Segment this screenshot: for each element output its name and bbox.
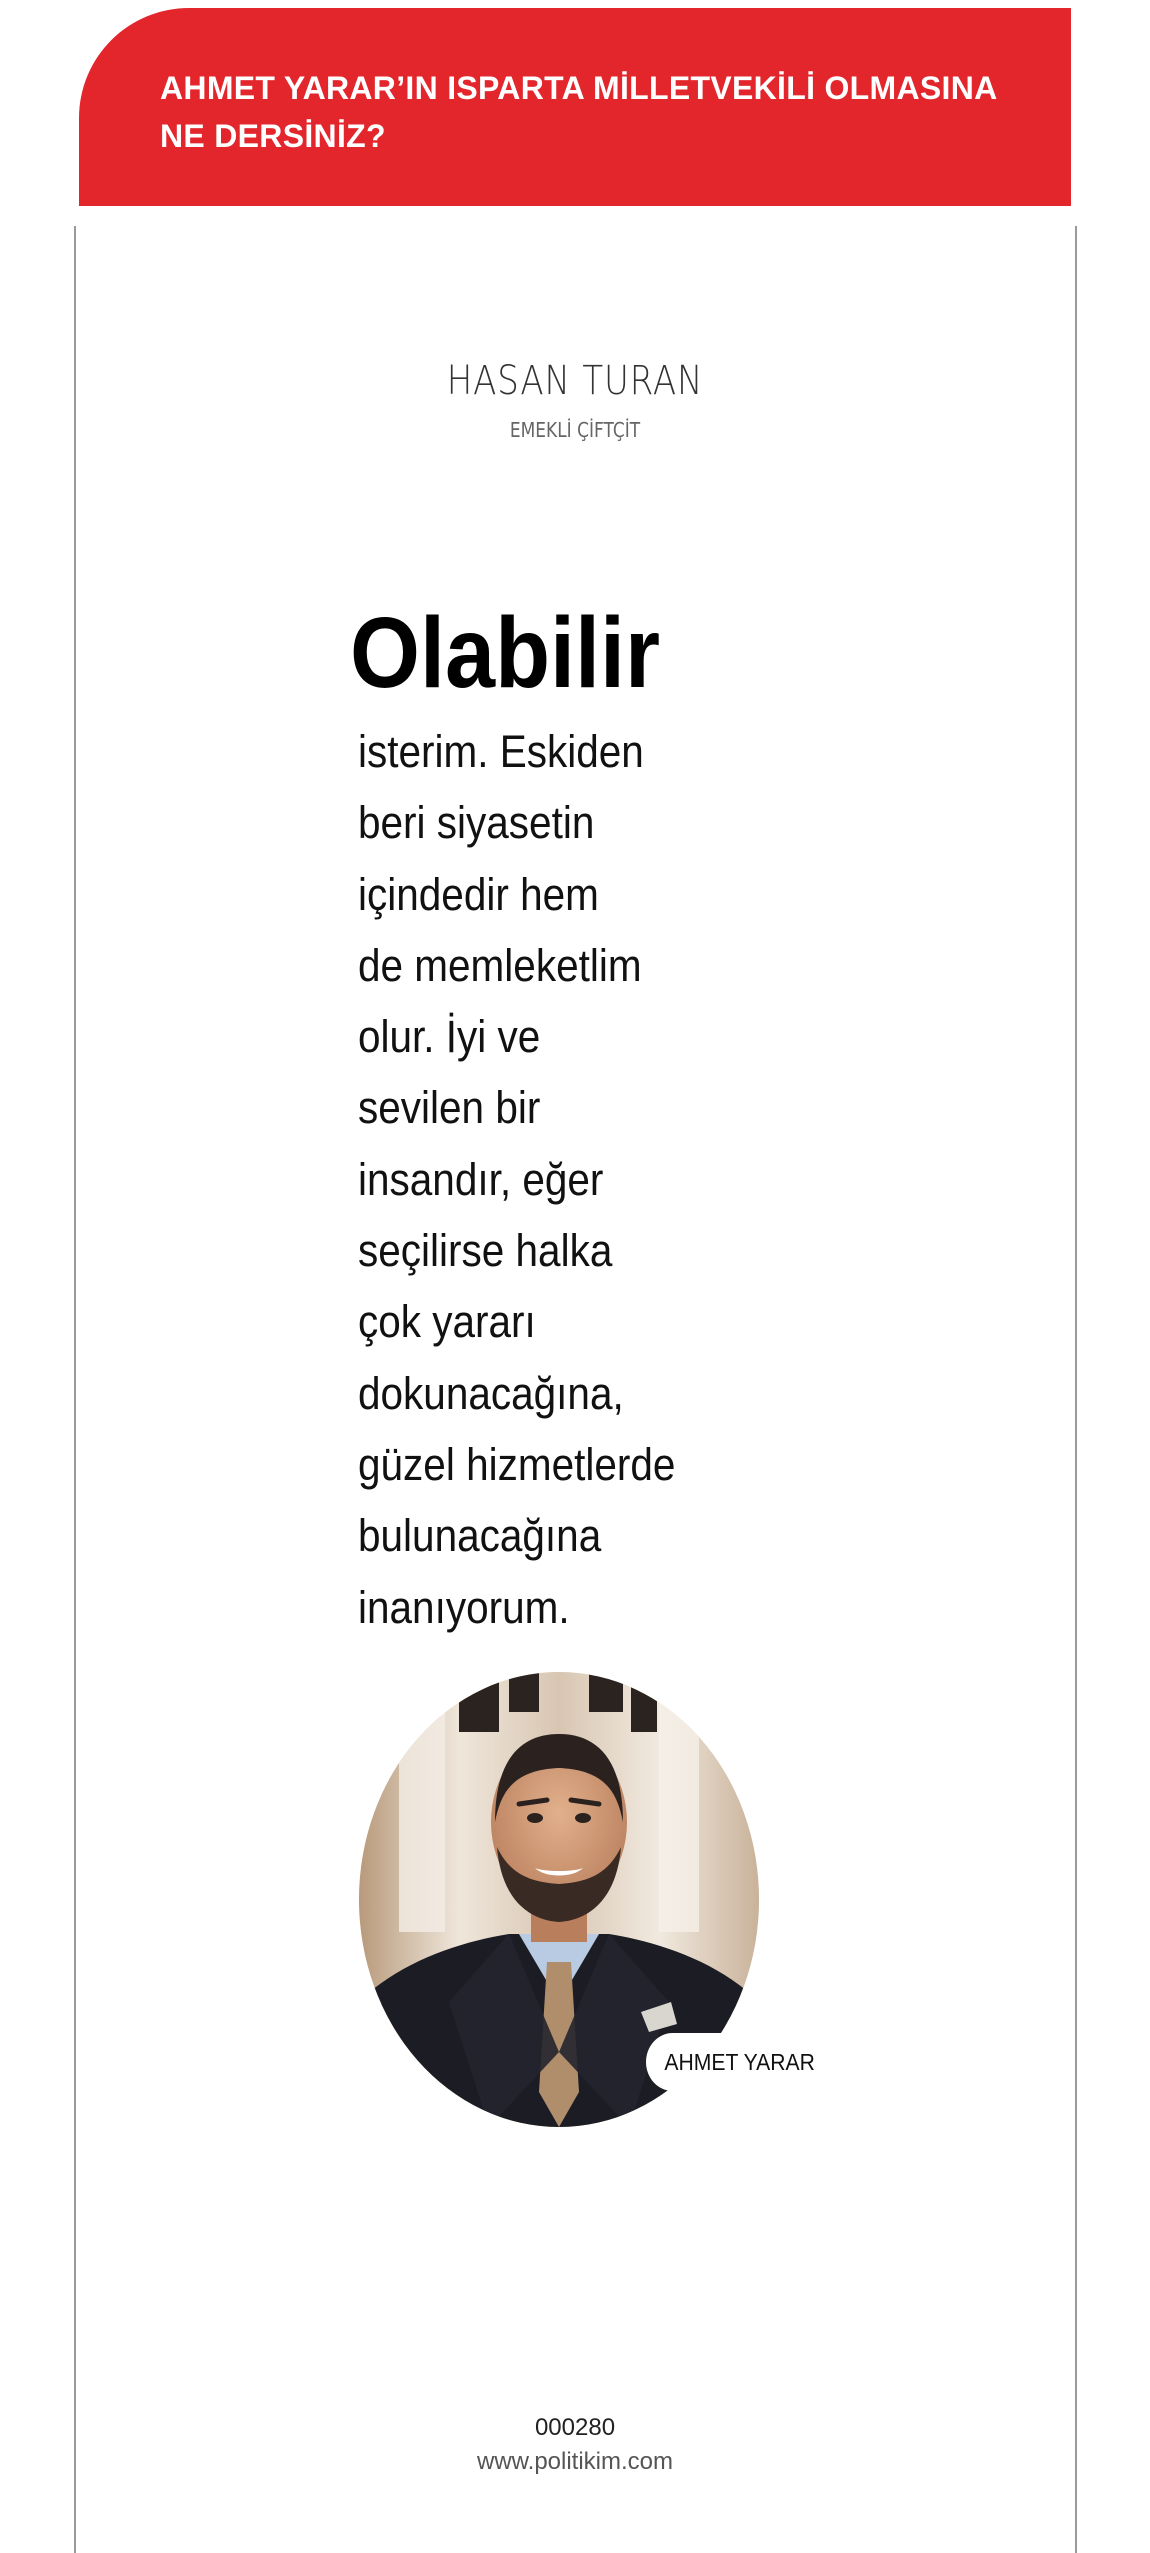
footer-code: 000280 [534,2414,616,2441]
respondent-role: EMEKLİ ÇİFTÇİT [509,418,641,442]
footer-website-link[interactable]: www.politikim.com [476,2448,674,2475]
page-title: AHMET YARAR’IN ISPARTA MİLLETVEKİLİ OLMASINA NE DERSİNİZ? [160,70,998,154]
respondent-name: HASAN TURAN [446,358,704,404]
frame-left-border [74,226,76,2553]
quote-body: isterim. Eskiden beri siyasetin içindedir hem de memleketlim olur. İyi ve sevilen bir insandır, eğer seçilirse halka çok yararı dokunacağına, güzel hizmetlerde bulunacağına inanıyorum. [358,726,676,1633]
frame-right-border [1075,226,1077,2553]
portrait-caption: AHMET YARAR [646,2033,844,2091]
quote-lead-word: Olabilir [350,597,661,709]
